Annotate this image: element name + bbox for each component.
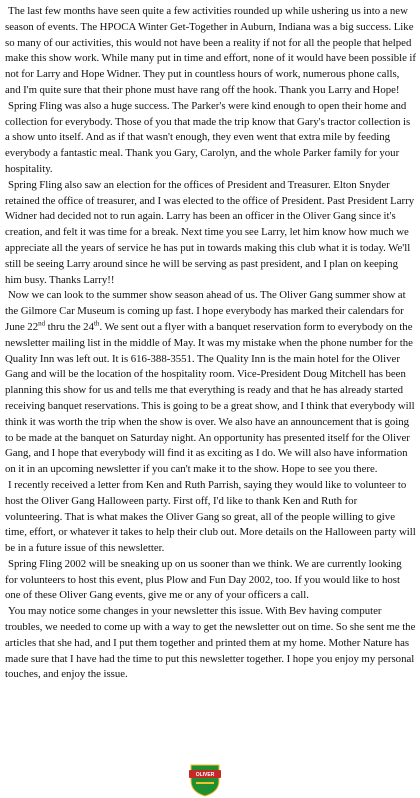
- paragraph-election: [5, 178, 416, 289]
- emblem-trim: [196, 782, 214, 784]
- superscript-text: th: [93, 319, 100, 328]
- superscript-text: nd: [38, 319, 46, 328]
- paragraph-text: Spring Fling also saw an election for the offices of President and Treasurer. Elton Snyder retained the office of treasurer, and I was elected to the office of President. Past President Larry Widner had decided not to run again. Larry has been an officer in the Oliver Gang since it's creation, and felt it was time for a break. Next time you see Larry, let him know how much we appreciate all the years of service he has put in towards making this club what it is today. We'll still be seeing Larry around since he will be serving as past president, and I plan on keeping him busy. Thanks Larry!!: [5, 178, 415, 286]
- paragraph-text: You may notice some changes in your newsletter this issue. With Bev having computer troubles, we needed to come up with a way to get the newsletter out on time. So she sent me the articles that she had, and I put them together and printed them at my home. Mother Nature has made sure that I have had the time to put this newsletter together. I hope you enjoy my personal touches, and enjoy the issue.: [5, 605, 416, 681]
- paragraph-text: Spring Fling was also a huge success. The Parker's were kind enough to open their home and collection for everybody. Those of you that made the trip know that Gary's tractor collection is a show unto itself. And as if that wasn't enough, they even went that extra mile by feeding everybody a fantastic meal. Thank you Gary, Carolyn, and the whole Parker family for your hospitality.: [5, 99, 411, 175]
- paragraph-halloween: [5, 478, 416, 557]
- paragraph-text: The last few months have seen quite a few activities rounded up while ushering us into a new season of events. The HPOCA Winter Get-Together in Auburn, Indiana was a big success. Like so many of our activities, this would not have been a reality if not for all the people that helped make this show work. While many put in time and effort, none of it would have been possible if not for Larry and Hope Widner. They put in countless hours of work, numerous phone calls, and I'm quite sure that their phone must have rang off the hook. Thank you Larry and Hope!: [5, 5, 416, 96]
- paragraph-text: Spring Fling 2002 will be sneaking up on us sooner than we think. We are currently looking for volunteers to host this event, plus Plow and Fun Day 2002, too. If you would like to host one of these Oliver Gang events, give me or any of your officers a call.: [5, 557, 402, 602]
- paragraph-text: I recently received a letter from Ken and Ruth Parrish, saying they would like to volunteer to host the Oliver Gang Halloween party. First off, I'd like to thank Ken and Ruth for volunteering. That is what makes the Oliver Gang so great, all of the people willing to give time, effort, or whatever it takes to help their club out. More details on the Halloween party will be in a future issue of this newsletter.: [5, 478, 416, 555]
- oliver-emblem-icon: [188, 763, 222, 797]
- paragraph-spring-fling-parker: [5, 99, 416, 178]
- paragraph-text: thru the 24: [45, 320, 94, 333]
- paragraph-newsletter-changes: [5, 604, 416, 683]
- paragraph-intro: [5, 4, 416, 99]
- emblem-shield: [191, 765, 219, 796]
- oliver-emblem-graphic: [188, 763, 222, 797]
- paragraph-text: Now we can look to the summer show season ahead of us. The Oliver Gang summer show at the Gilmore Car Museum is coming up fast. I hope everybody has marked their calendars for June 22: [5, 289, 406, 333]
- paragraph-text: . We sent out a flyer with a banquet reservation form to everybody on the newsletter mailing list in the middle of May. It was my mistake when the phone number for the Quality Inn was left out. It is 616-388-3551. The Quality Inn is the main hotel for the Oliver Gang and will be the location of the hospitality room. Vice-President Doug Mitchell has been planning this show for us and tells me that everything is ready and that he has already started receiving banquet reservations. This is going to be a great show, and I think that everybody will think it was worth the trip when the show is over. We also have an announcement that is going to be made at the banquet on Saturday night. An opportunity has presented itself for the Oliver Gang, and I hope that everybody will find it as exciting as I do. We will also have information on it in an upcoming newsletter if you can't make it to the show. Hope to see you there.: [5, 320, 415, 476]
- paragraph-summer-show: [5, 288, 416, 478]
- emblem-logo-text: OLIVER: [195, 772, 215, 779]
- paragraph-spring-fling-2002: [5, 557, 416, 604]
